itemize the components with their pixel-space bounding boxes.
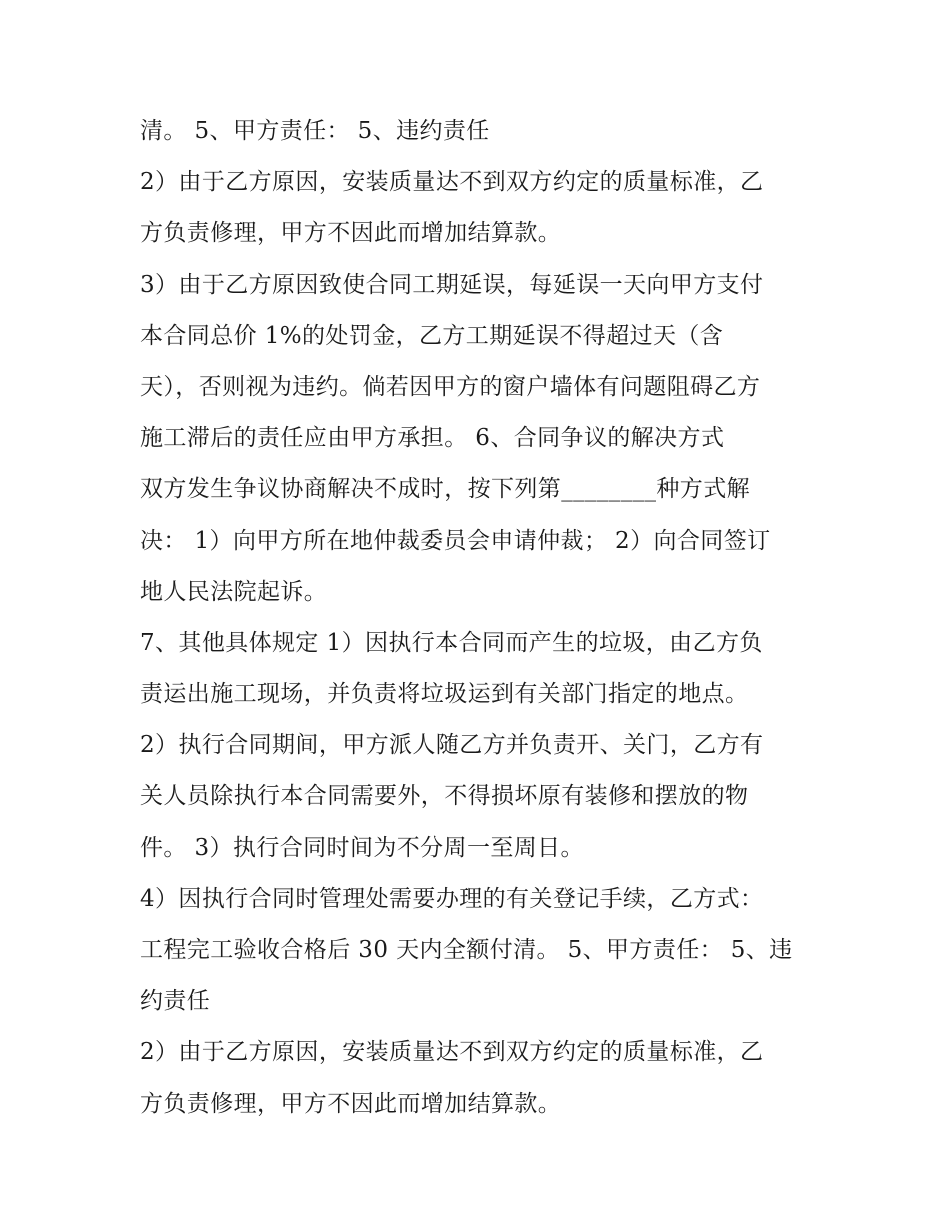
text-line: 施工滞后的责任应由甲方承担。 6、合同争议的解决方式 <box>140 425 725 452</box>
text-line: 2）执行合同期间，甲方派人随乙方并负责开、关门，乙方有 <box>140 732 764 759</box>
text-line: 天），否则视为违约。倘若因甲方的窗户墙体有问题阻碍乙方 <box>140 373 761 400</box>
text-line: 工程完工验收合格后 30 天内全额付清。 5、甲方责任： 5、违 <box>140 937 793 963</box>
text-line: 关人员除执行本合同需要外，不得损坏原有装修和摆放的物 <box>140 783 749 810</box>
text-line: 约责任 <box>140 988 211 1015</box>
text-line: 2）由于乙方原因，安装质量达不到双方约定的质量标准，乙 <box>140 169 764 196</box>
text-line: 2）由于乙方原因，安装质量达不到双方约定的质量标准，乙 <box>140 1039 764 1066</box>
text-line: 责运出施工现场，并负责将垃圾运到有关部门指定的地点。 <box>140 681 749 708</box>
document-body <box>140 106 830 1130</box>
text-line: 本合同总价 1%的处罚金，乙方工期延误不得超过天（含 <box>140 322 724 349</box>
text-line: 地人民法院起诉。 <box>140 578 328 605</box>
text-line: 7、其他具体规定 1）因执行本合同而产生的垃圾，由乙方负 <box>140 629 763 656</box>
text-line: 双方发生争议协商解决不成时，按下列第________种方式解 <box>140 476 750 503</box>
text-line: 决： 1）向甲方所在地仲裁委员会申请仲裁； 2）向合同签订 <box>140 527 771 554</box>
text-line: 方负责修理，甲方不因此而增加结算款。 <box>140 1090 562 1117</box>
text-line: 方负责修理，甲方不因此而增加结算款。 <box>140 220 562 247</box>
text-line: 4）因执行合同时管理处需要办理的有关登记手续，乙方式： <box>140 885 764 912</box>
text-line: 3）由于乙方原因致使合同工期延误，每延误一天向甲方支付 <box>140 271 764 298</box>
text-line: 清。 5、甲方责任： 5、违约责任 <box>140 118 490 144</box>
text-line: 件。 3）执行合同时间为不分周一至周日。 <box>140 834 584 861</box>
